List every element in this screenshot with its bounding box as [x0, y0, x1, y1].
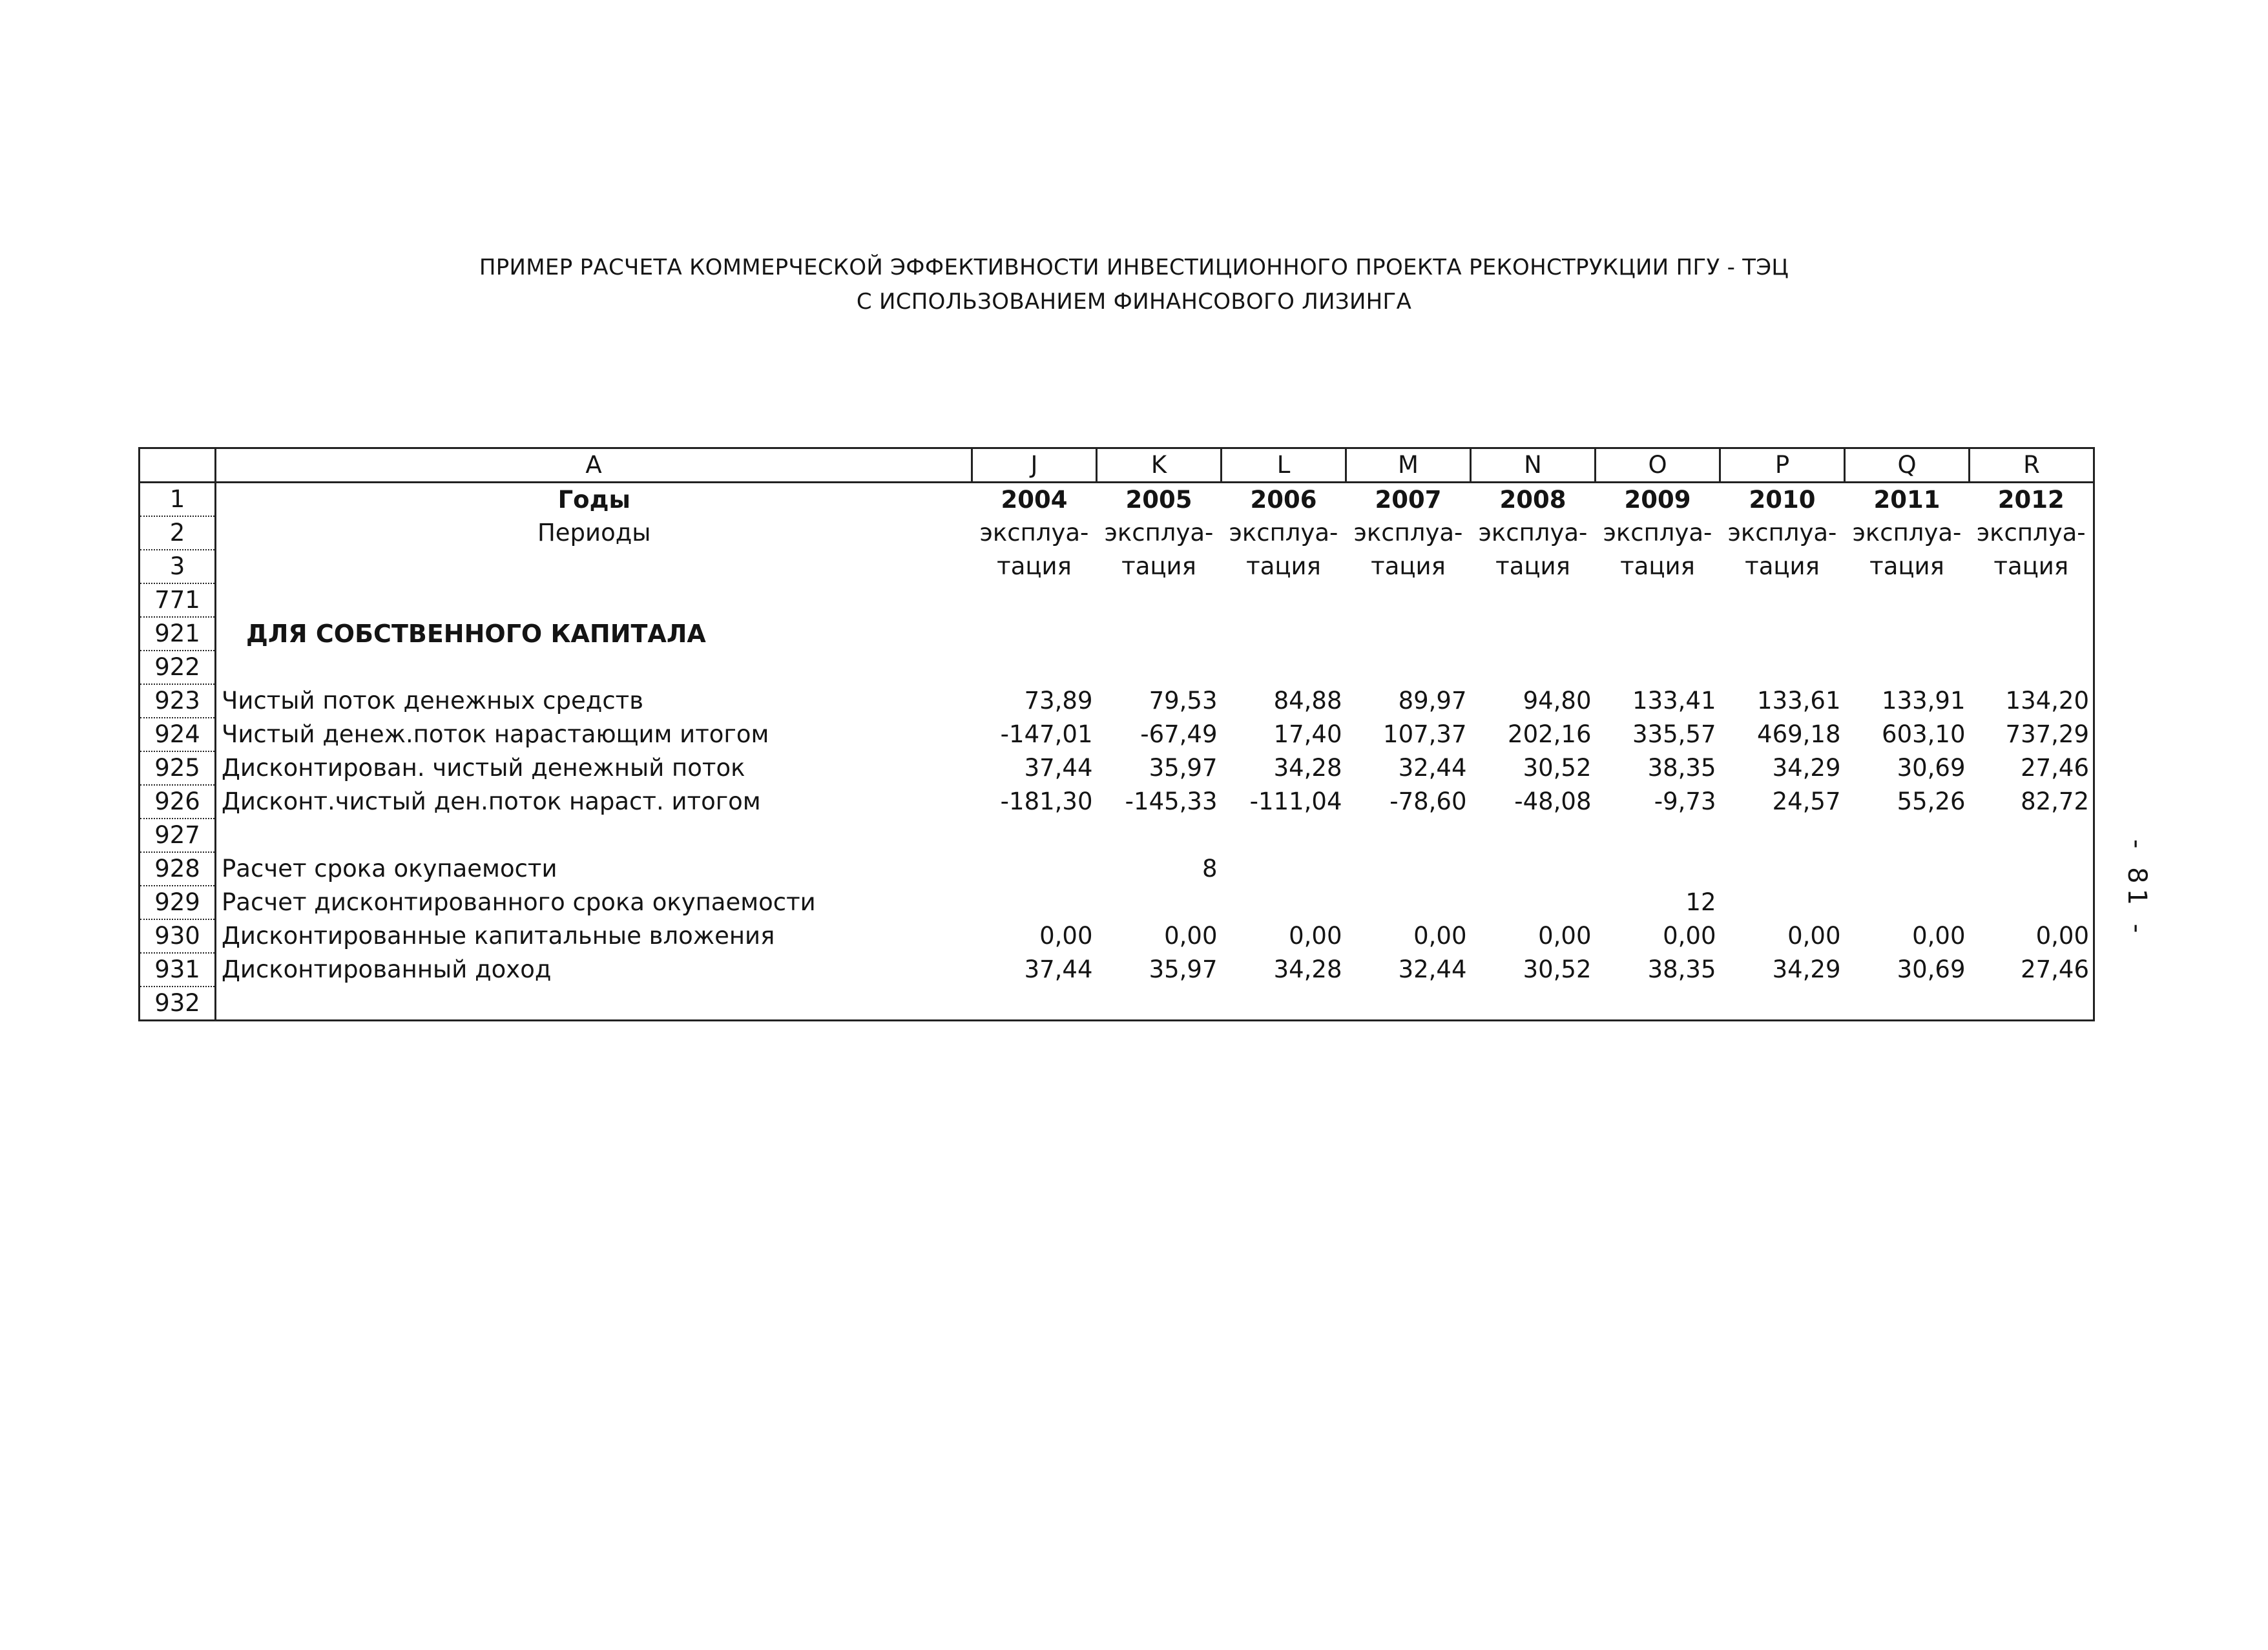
cell-n: 2008: [1499, 485, 1566, 514]
cell-r: 27,46: [1970, 751, 2094, 785]
cell-m: -78,60: [1389, 788, 1467, 815]
row-number[interactable]: 921: [140, 617, 216, 651]
cell-p: 133,61: [1757, 687, 1841, 715]
sheet-row-927: [140, 819, 2094, 852]
cell-o: [1596, 987, 1720, 1021]
cell-m: 0,00: [1413, 922, 1467, 950]
cell-m: [1346, 819, 1471, 852]
cell-l: [1222, 886, 1346, 919]
cell-m: тация: [1371, 552, 1446, 580]
cell-q: [1845, 819, 1970, 852]
cell-q: 55,26: [1897, 788, 1966, 815]
column-header-o[interactable]: O: [1596, 448, 1720, 483]
row-number[interactable]: 932: [140, 987, 216, 1021]
row-label: Годы: [557, 485, 630, 514]
column-header-m[interactable]: M: [1346, 448, 1471, 483]
cell-j: 37,44: [1024, 956, 1093, 983]
cell-k: 79,53: [1149, 687, 1218, 715]
cell-m: 32,44: [1398, 956, 1467, 983]
cell-r: 27,46: [1970, 953, 2094, 987]
sheet-row-931: [140, 953, 2094, 987]
cell-m: 107,37: [1383, 720, 1467, 748]
sheet-row-923: [140, 684, 2094, 718]
row-label: [216, 651, 972, 684]
cell-m: 32,44: [1398, 754, 1467, 782]
cell-k: [1097, 651, 1222, 684]
cell-q: 133,91: [1882, 687, 1966, 715]
cell-j: [972, 987, 1097, 1021]
cell-q: 2011: [1873, 485, 1940, 514]
cell-r: 134,20: [1970, 684, 2094, 718]
cell-l: [1222, 819, 1346, 852]
cell-p: 469,18: [1757, 720, 1841, 748]
cell-l: [1222, 852, 1346, 886]
cell-m: [1346, 651, 1471, 684]
cell-j: -181,30: [1000, 788, 1093, 815]
cell-r: 82,72: [1970, 785, 2094, 819]
cell-l: [1222, 583, 1346, 617]
cell-k: эксплуа-: [1104, 519, 1214, 547]
row-label: [216, 819, 972, 852]
cell-l: [1222, 617, 1346, 651]
cell-k: 0,00: [1164, 922, 1218, 950]
row-number[interactable]: 928: [140, 852, 216, 886]
cell-m: [1346, 886, 1471, 919]
cell-m: [1346, 617, 1471, 651]
cell-n: 0,00: [1538, 922, 1592, 950]
cell-r: [1970, 651, 2094, 684]
sheet-row-771: [140, 583, 2094, 617]
cell-p: [1720, 852, 1845, 886]
row-label: [216, 550, 972, 583]
cell-o: [1596, 852, 1720, 886]
cell-r: [1970, 886, 2094, 919]
cell-n: [1471, 852, 1596, 886]
cell-k: [1097, 583, 1222, 617]
cell-j: эксплуа-: [979, 519, 1089, 547]
row-number[interactable]: 927: [140, 819, 216, 852]
cell-m: [1346, 852, 1471, 886]
cell-q: [1845, 987, 1970, 1021]
row-label: [216, 987, 972, 1021]
cell-r: [1970, 987, 2094, 1021]
cell-k: 2005: [1125, 485, 1192, 514]
row-label: ДЛЯ СОБСТВЕННОГО КАПИТАЛА: [246, 620, 706, 648]
row-number[interactable]: 925: [140, 751, 216, 785]
row-number[interactable]: 931: [140, 953, 216, 987]
row-number[interactable]: 771: [140, 583, 216, 617]
cell-l: 34,28: [1273, 754, 1342, 782]
cell-n: 30,52: [1523, 754, 1592, 782]
cell-j: [972, 651, 1097, 684]
cell-o: 0,00: [1663, 922, 1716, 950]
cell-l: эксплуа-: [1229, 519, 1338, 547]
cell-j: [972, 617, 1097, 651]
sheet-row-2: [140, 516, 2094, 550]
cell-p: 0,00: [1787, 922, 1841, 950]
cell-r: 0,00: [1970, 919, 2094, 953]
cell-m: 89,97: [1398, 687, 1467, 715]
column-header-r[interactable]: R: [1970, 448, 2094, 483]
cell-o: эксплуа-: [1603, 519, 1712, 547]
cell-r: [1970, 852, 2094, 886]
row-label: Чистый денеж.поток нарастающим итогом: [222, 720, 769, 748]
cell-p: 24,57: [1772, 788, 1841, 815]
cell-k: [1097, 617, 1222, 651]
cell-q: 603,10: [1882, 720, 1966, 748]
cell-n: [1471, 651, 1596, 684]
row-number[interactable]: 923: [140, 684, 216, 718]
cell-n: [1471, 819, 1596, 852]
cell-p: [1720, 886, 1845, 919]
row-number[interactable]: 922: [140, 651, 216, 684]
sheet-row-924: [140, 718, 2094, 751]
cell-k: 35,97: [1149, 754, 1218, 782]
cell-n: эксплуа-: [1478, 519, 1588, 547]
cell-r: [1970, 617, 2094, 651]
cell-q: 0,00: [1912, 922, 1966, 950]
cell-m: [1346, 583, 1471, 617]
cell-r: 2012: [1970, 483, 2094, 517]
document-title-line-2: С ИСПОЛЬЗОВАНИЕМ ФИНАНСОВОГО ЛИЗИНГА: [856, 289, 1412, 315]
sheet-row-929: [140, 886, 2094, 919]
row-label: Расчет срока окупаемости: [222, 855, 557, 882]
row-label: Периоды: [537, 519, 651, 547]
cell-l: 2006: [1250, 485, 1317, 514]
row-number[interactable]: 929: [140, 886, 216, 919]
cell-n: 202,16: [1508, 720, 1592, 748]
cell-n: -48,08: [1514, 788, 1592, 815]
cell-l: 17,40: [1273, 720, 1342, 748]
cell-n: тация: [1495, 552, 1570, 580]
cell-k: -67,49: [1140, 720, 1218, 748]
cell-r: [1970, 819, 2094, 852]
cell-m: [1346, 987, 1471, 1021]
sheet-row-932: [140, 987, 2094, 1021]
cell-p: 2010: [1749, 485, 1816, 514]
cell-k: тация: [1121, 552, 1196, 580]
cell-p: [1720, 987, 1845, 1021]
cell-k: 35,97: [1149, 956, 1218, 983]
column-header-l[interactable]: L: [1222, 448, 1346, 483]
cell-k: 8: [1202, 855, 1218, 882]
cell-n: 30,52: [1523, 956, 1592, 983]
row-label: Дисконтирован. чистый денежный поток: [222, 754, 745, 782]
cell-q: [1845, 617, 1970, 651]
cell-p: [1720, 583, 1845, 617]
cell-j: [972, 583, 1097, 617]
cell-o: 133,41: [1632, 687, 1716, 715]
cell-o: [1596, 583, 1720, 617]
cell-p: [1720, 819, 1845, 852]
cell-q: 30,69: [1897, 754, 1966, 782]
row-label: [216, 583, 972, 617]
cell-l: тация: [1246, 552, 1321, 580]
cell-j: 37,44: [1024, 754, 1093, 782]
row-label: Чистый поток денежных средств: [222, 687, 644, 715]
page-number: - 81 -: [2122, 839, 2152, 939]
column-header-j[interactable]: J: [972, 448, 1097, 483]
cell-o: [1596, 651, 1720, 684]
cell-p: эксплуа-: [1727, 519, 1837, 547]
sheet-row-925: [140, 751, 2094, 785]
corner-cell: [140, 448, 216, 483]
cell-q: эксплуа-: [1852, 519, 1962, 547]
column-header-row: [140, 448, 2094, 483]
sheet-row-926: [140, 785, 2094, 819]
cell-j: [972, 852, 1097, 886]
cell-n: [1471, 987, 1596, 1021]
cell-o: тация: [1620, 552, 1695, 580]
column-header-p[interactable]: P: [1720, 448, 1845, 483]
sheet-row-922: [140, 651, 2094, 684]
cell-o: 12: [1685, 888, 1716, 916]
row-number[interactable]: 926: [140, 785, 216, 819]
document-title-line-1: ПРИМЕР РАСЧЕТА КОММЕРЧЕСКОЙ ЭФФЕКТИВНОСТИ ИНВЕСТИЦИОННОГО ПРОЕКТА РЕКОНСТРУКЦИИ ПГУ - ТЭЦ: [479, 255, 1789, 280]
cell-l: -111,04: [1249, 788, 1342, 815]
row-number[interactable]: 3: [140, 550, 216, 583]
cell-j: [972, 819, 1097, 852]
cell-o: 335,57: [1632, 720, 1716, 748]
cell-j: -147,01: [1000, 720, 1093, 748]
cell-n: [1471, 583, 1596, 617]
cell-p: 34,29: [1772, 956, 1841, 983]
cell-l: 84,88: [1273, 687, 1342, 715]
cell-k: [1097, 987, 1222, 1021]
row-label: Дисконтированные капитальные вложения: [222, 922, 775, 950]
cell-n: [1471, 617, 1596, 651]
cell-m: эксплуа-: [1353, 519, 1463, 547]
cell-l: [1222, 987, 1346, 1021]
column-header-k[interactable]: K: [1097, 448, 1222, 483]
cell-o: 2009: [1624, 485, 1691, 514]
cell-o: [1596, 617, 1720, 651]
row-number[interactable]: 1: [140, 483, 216, 517]
cell-r: 737,29: [1970, 718, 2094, 751]
cell-o: 38,35: [1647, 956, 1716, 983]
cell-l: [1222, 651, 1346, 684]
cell-o: [1596, 819, 1720, 852]
sheet-row-921: [140, 617, 2094, 651]
cell-q: [1845, 852, 1970, 886]
cell-k: [1097, 886, 1222, 919]
row-label: Расчет дисконтированного срока окупаемости: [222, 888, 816, 916]
cell-q: [1845, 583, 1970, 617]
column-header-q[interactable]: Q: [1845, 448, 1970, 483]
sheet-row-928: [140, 852, 2094, 886]
row-number[interactable]: 924: [140, 718, 216, 751]
sheet-row-930: [140, 919, 2094, 953]
row-label: Дисконт.чистый ден.поток нараст. итогом: [222, 788, 761, 815]
cell-q: [1845, 886, 1970, 919]
cell-k: -145,33: [1125, 788, 1218, 815]
cell-n: 94,80: [1523, 687, 1592, 715]
cell-o: 38,35: [1647, 754, 1716, 782]
cell-n: [1471, 886, 1596, 919]
cell-q: [1845, 651, 1970, 684]
row-number[interactable]: 930: [140, 919, 216, 953]
cell-l: 0,00: [1289, 922, 1342, 950]
cell-j: 2004: [1001, 485, 1068, 514]
cell-p: тация: [1745, 552, 1820, 580]
cell-q: тация: [1869, 552, 1944, 580]
cell-p: [1720, 617, 1845, 651]
sheet-row-3: [140, 550, 2094, 583]
cell-j: [972, 886, 1097, 919]
cell-q: 30,69: [1897, 956, 1966, 983]
sheet-row-1: [140, 483, 2094, 517]
cell-l: 34,28: [1273, 956, 1342, 983]
cell-o: -9,73: [1654, 788, 1716, 815]
cell-p: 34,29: [1772, 754, 1841, 782]
row-number[interactable]: 2: [140, 516, 216, 550]
row-label: Дисконтированный доход: [222, 956, 552, 983]
cell-j: 0,00: [1039, 922, 1093, 950]
cell-r: [1970, 583, 2094, 617]
cell-k: [1097, 819, 1222, 852]
cell-j: 73,89: [1024, 687, 1093, 715]
cell-j: тация: [997, 552, 1072, 580]
spreadsheet-table: [138, 447, 2095, 1021]
cell-m: 2007: [1375, 485, 1442, 514]
column-header-a[interactable]: A: [216, 448, 972, 483]
cell-p: [1720, 651, 1845, 684]
cell-r: эксплуа-: [1970, 516, 2094, 550]
cell-r: тация: [1970, 550, 2094, 583]
column-header-n[interactable]: N: [1471, 448, 1596, 483]
